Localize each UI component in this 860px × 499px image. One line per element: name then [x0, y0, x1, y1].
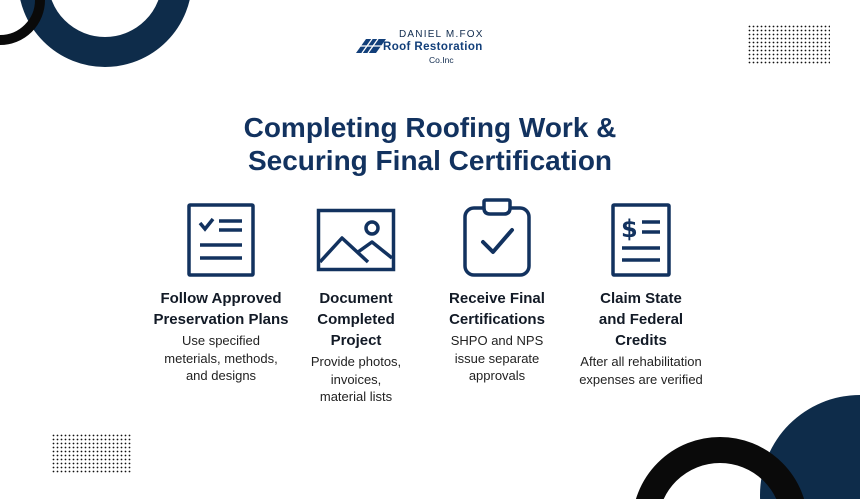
- bottom-right-ring-decoration: [620, 390, 860, 499]
- description-line: invoices,: [330, 371, 382, 387]
- description-line: issue separate: [454, 350, 540, 366]
- step-description: [566, 353, 716, 388]
- step-document-project: [281, 200, 431, 406]
- step-heading: [146, 288, 296, 330]
- step-claim-credits: [566, 200, 716, 388]
- dollar-document-icon: [566, 200, 716, 278]
- heading-line: Receive Final: [449, 290, 545, 307]
- logo-company-text: Roof Restoration: [383, 41, 483, 53]
- heading-line: Project: [330, 332, 382, 349]
- svg-text:$: $: [621, 215, 638, 243]
- heading-line: Document: [319, 290, 393, 307]
- photo-image-icon: [281, 200, 431, 278]
- logo-name-text: DANIEL M.FOX: [399, 29, 484, 40]
- heading-line: Claim State: [600, 290, 682, 307]
- heading-line: Certifications: [449, 311, 545, 328]
- logo-suffix-text: Co.Inc: [429, 55, 454, 65]
- heading-line: Completed: [317, 311, 395, 328]
- description-line: material lists: [319, 389, 393, 404]
- heading-line: Follow Approved: [160, 290, 282, 307]
- heading-line: Preservation Plans: [153, 311, 289, 328]
- step-description: [146, 332, 296, 385]
- step-follow-plans: [146, 200, 296, 385]
- top-right-dot-pattern: [748, 25, 830, 65]
- heading-line: Credits: [615, 332, 667, 349]
- description-line: meterials, methods,: [164, 350, 278, 366]
- step-description: [281, 353, 431, 406]
- step-description: [422, 332, 572, 385]
- step-heading: [281, 288, 431, 351]
- description-line: and designs: [185, 368, 257, 383]
- step-heading: [422, 288, 572, 330]
- clipboard-check-icon: [422, 200, 572, 278]
- description-line: expenses are verified: [579, 371, 703, 387]
- company-logo: [356, 25, 506, 67]
- top-left-ring-decoration: [0, 0, 200, 70]
- step-heading: [566, 288, 716, 351]
- description-line: approvals: [468, 368, 526, 383]
- checklist-document-icon: [146, 200, 296, 278]
- description-line: After all rehabilitation: [580, 354, 702, 369]
- step-receive-certifications: [422, 200, 572, 385]
- title-line-2: Securing Final Certification: [247, 145, 613, 176]
- page-title: [0, 111, 860, 177]
- description-line: Use specified: [181, 333, 261, 348]
- title-line-1: Completing Roofing Work &: [243, 112, 617, 143]
- bottom-left-dot-pattern: [52, 434, 132, 474]
- description-line: SHPO and NPS: [450, 333, 544, 348]
- heading-line: and Federal: [598, 311, 684, 328]
- description-line: Provide photos,: [310, 354, 402, 369]
